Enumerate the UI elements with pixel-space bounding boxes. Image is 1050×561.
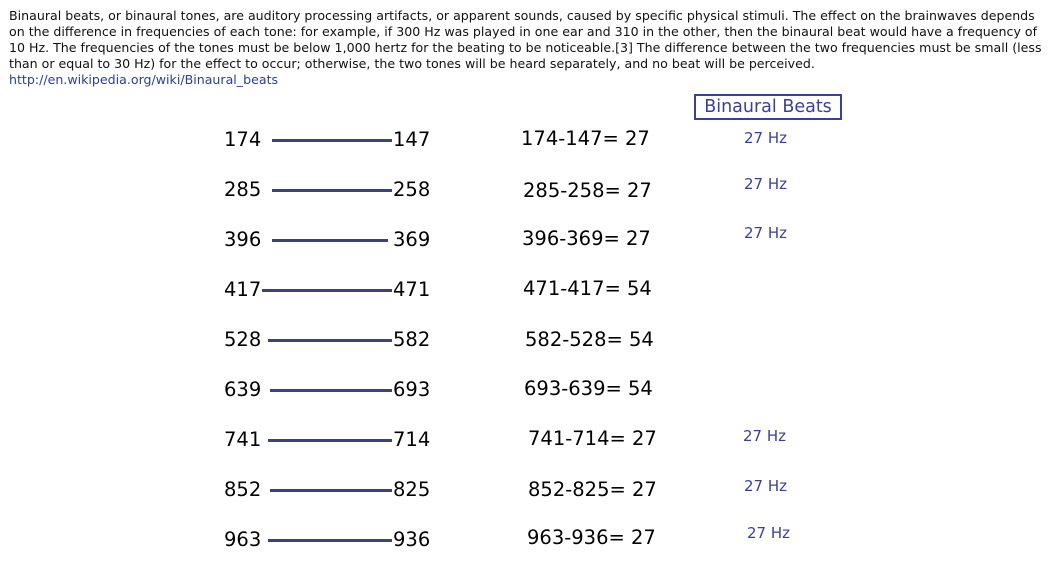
connector-line: [268, 539, 392, 542]
right-frequency: 936: [393, 528, 431, 551]
left-frequency: 852: [224, 478, 262, 501]
intro-paragraph: [9, 8, 1044, 88]
connector-line: [272, 239, 388, 242]
left-frequency: 528: [224, 328, 262, 351]
difference-equation: 741-714= 27: [528, 427, 657, 450]
difference-equation: 174-147= 27: [521, 127, 650, 150]
wikipedia-link[interactable]: http://en.wikipedia.org/wiki/Binaural_beats: [9, 72, 279, 87]
difference-equation: 582-528= 54: [525, 328, 654, 351]
connector-line: [268, 439, 392, 442]
beat-frequency-label: 27 Hz: [744, 224, 788, 242]
left-frequency: 396: [224, 228, 262, 251]
connector-line: [262, 289, 392, 292]
connector-line: [272, 139, 392, 142]
right-frequency: 693: [393, 378, 431, 401]
left-frequency: 741: [224, 428, 262, 451]
right-frequency: 369: [393, 228, 431, 251]
right-frequency: 825: [393, 478, 431, 501]
difference-equation: 285-258= 27: [523, 179, 652, 202]
connector-line: [268, 339, 392, 342]
binaural-beats-title: Binaural Beats: [694, 94, 842, 120]
left-frequency: 174: [224, 128, 262, 151]
difference-equation: 852-825= 27: [528, 478, 657, 501]
difference-equation: 693-639= 54: [524, 377, 653, 400]
difference-equation: 963-936= 27: [527, 526, 656, 549]
right-frequency: 147: [393, 128, 431, 151]
difference-equation: 396-369= 27: [522, 227, 651, 250]
right-frequency: 714: [393, 428, 431, 451]
beat-frequency-label: 27 Hz: [744, 175, 788, 193]
connector-line: [272, 189, 392, 192]
connector-line: [270, 489, 392, 492]
left-frequency: 285: [224, 178, 262, 201]
connector-line: [270, 389, 392, 392]
left-frequency: 639: [224, 378, 262, 401]
beat-frequency-label: 27 Hz: [743, 427, 787, 445]
difference-equation: 471-417= 54: [523, 277, 652, 300]
beat-frequency-label: 27 Hz: [747, 524, 791, 542]
beat-frequency-label: 27 Hz: [744, 477, 788, 495]
beat-frequency-label: 27 Hz: [744, 129, 788, 147]
right-frequency: 258: [393, 178, 431, 201]
right-frequency: 582: [393, 328, 431, 351]
intro-text: Binaural beats, or binaural tones, are auditory processing artifacts, or apparent sounds, caused by specific physical stimuli. The effect on the brainwaves depends on the difference in frequencies of each tone: for example, if 300 Hz was played in one ear and 310 in the other, then the binaural beat would have a frequency of 10 Hz. The frequencies of the tones must be below 1,000 hertz for the beating to be noticeable.[3] The difference between the two frequencies must be small (less than or equal to 30 Hz) for the effect to occur; otherwise, the two tones will be heard separately, and no beat will be perceived.: [9, 8, 1042, 71]
left-frequency: 417: [224, 278, 262, 301]
right-frequency: 471: [393, 278, 431, 301]
left-frequency: 963: [224, 528, 262, 551]
